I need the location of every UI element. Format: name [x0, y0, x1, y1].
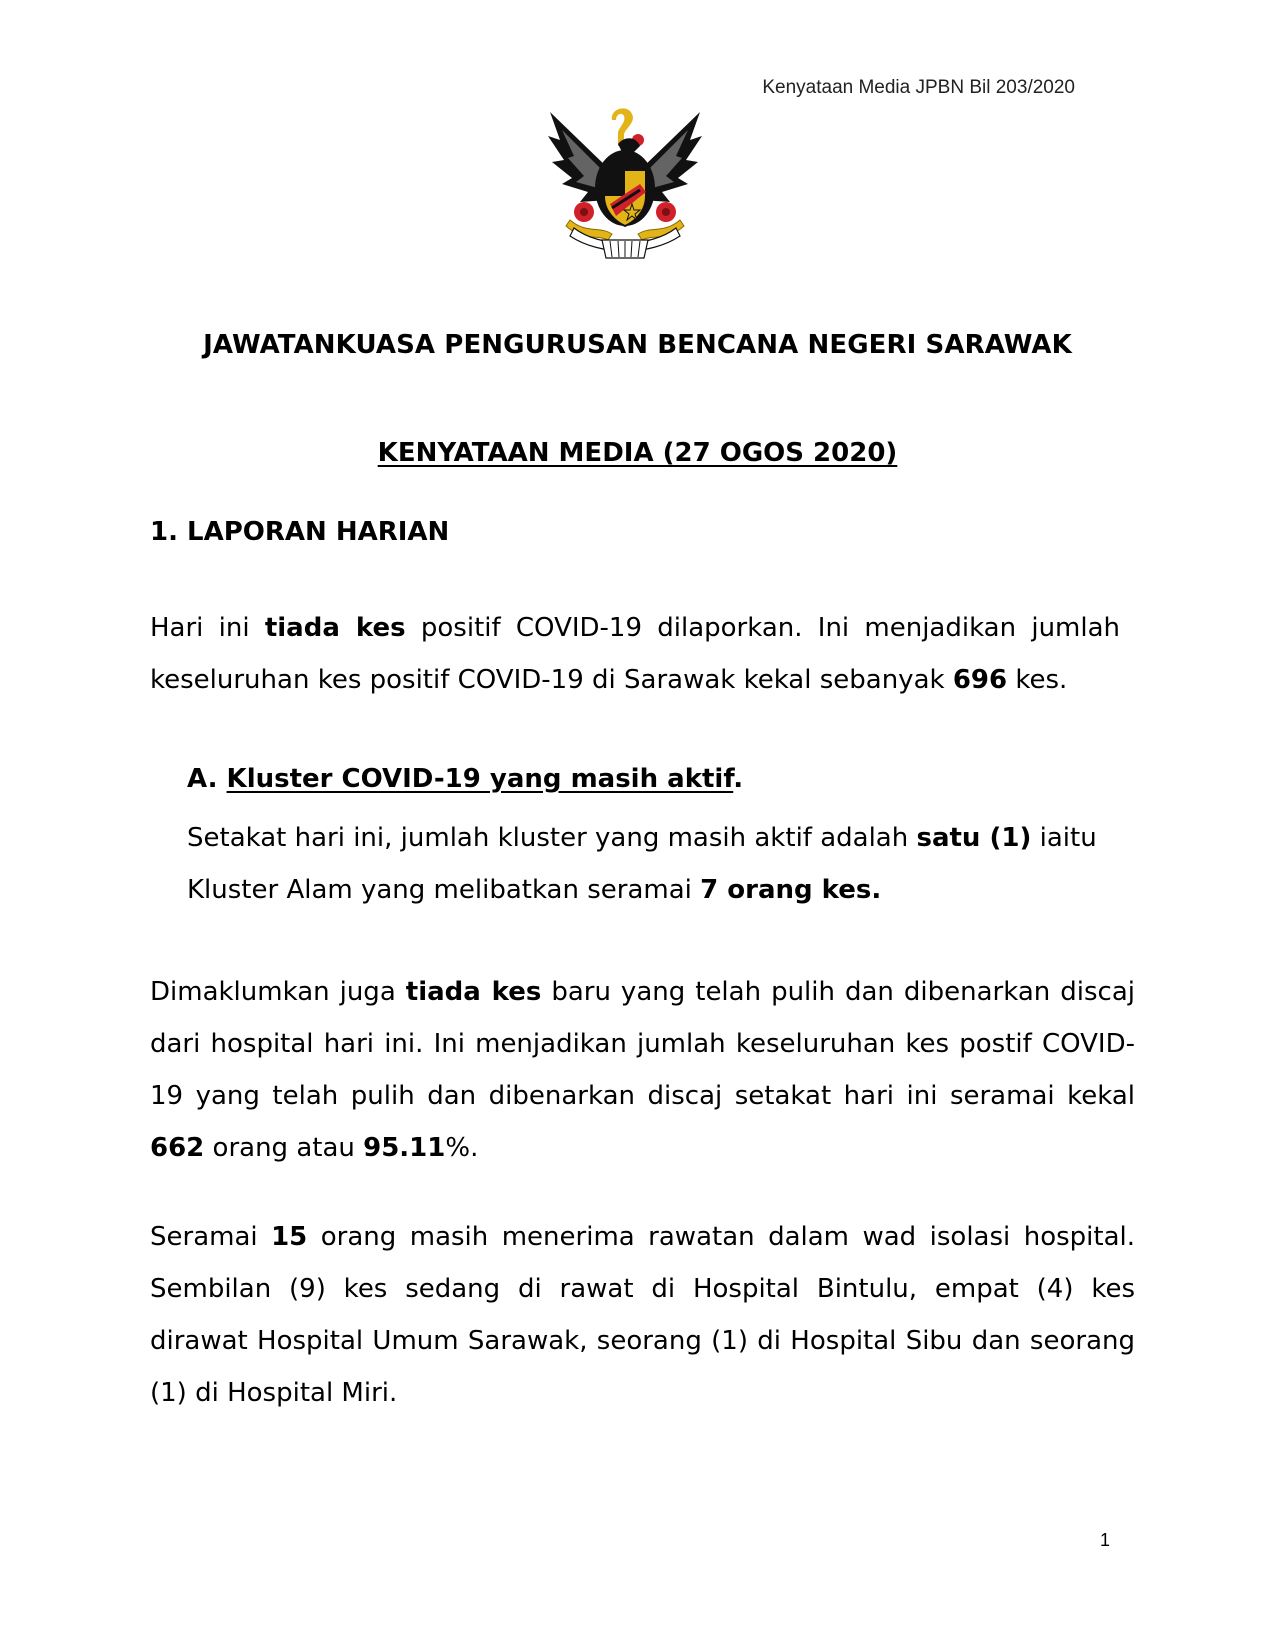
- organization-title: JAWATANKUASA PENGURUSAN BENCANA NEGERI SARAWAK: [203, 330, 1072, 360]
- document-reference: Kenyataan Media JPBN Bil 203/2020: [762, 77, 1075, 98]
- recovery-paragraph: Dimaklumkan juga tiada kes baru yang telah pulih dan dibenarkan discaj dari hospital hari ini. Ini menjadikan jumlah keseluruhan kes postif COVID-19 yang telah pulih dan dibenarkan discaj setakat hari ini seramai kekal 662 orang atau 95.11%.: [150, 977, 1135, 1163]
- daily-report-paragraph: Hari ini tiada kes positif COVID-19 dilaporkan. Ini menjadikan jumlah keseluruhan kes positif COVID-19 di Sarawak kekal sebanyak 696 kes.: [150, 613, 1121, 695]
- sarawak-coat-of-arms-icon: [540, 100, 710, 270]
- section-heading: 1. LAPORAN HARIAN: [150, 517, 450, 547]
- treatment-paragraph: Seramai 15 orang masih menerima rawatan dalam wad isolasi hospital. Sembilan (9) kes sedang di rawat di Hospital Bintulu, empat (4) kes dirawat Hospital Umum Sarawak, seorang (1) di Hospital Sibu dan seorang (1) di Hospital Miri.: [150, 1222, 1136, 1408]
- page-number: 1: [1099, 1530, 1110, 1550]
- subsection-heading: A. Kluster COVID-19 yang masih aktif.: [187, 764, 744, 794]
- statement-title: KENYATAAN MEDIA (27 OGOS 2020): [377, 438, 898, 468]
- active-cluster-paragraph: Setakat hari ini, jumlah kluster yang masih aktif adalah satu (1) iaitu Kluster Alam yang melibatkan seramai 7 orang kes.: [187, 823, 1097, 905]
